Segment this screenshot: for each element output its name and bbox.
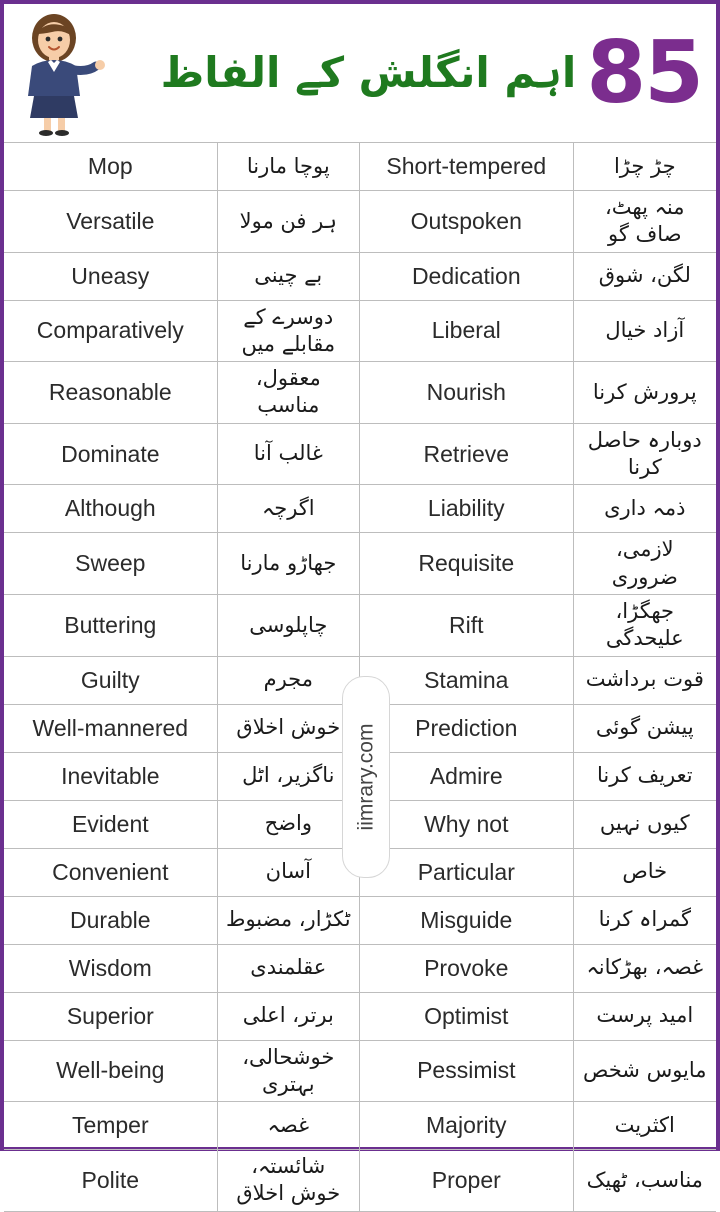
- urdu-meaning-right: گمراہ کرنا: [598, 907, 691, 932]
- english-word-left: Superior: [4, 993, 218, 1040]
- english-word-left: Reasonable: [4, 362, 218, 423]
- urdu-meaning-right: پیشن گوئی: [595, 715, 694, 740]
- title-block: [160, 23, 702, 123]
- table-row: [4, 1041, 716, 1103]
- english-word-left: Wisdom: [4, 945, 218, 992]
- watermark-text: iimrary.com: [354, 723, 378, 831]
- urdu-meaning-left: غالب آنا: [218, 424, 360, 485]
- table-row: [4, 424, 716, 486]
- table-row: [4, 191, 716, 253]
- english-word-right: Proper: [360, 1150, 574, 1211]
- english-word-right: Retrieve: [360, 424, 574, 485]
- english-word-left: Evident: [4, 801, 218, 848]
- urdu-meaning-left: واضح: [218, 801, 360, 848]
- urdu-meaning-left: غصہ: [218, 1102, 360, 1149]
- urdu-meaning-left: اگرچہ: [218, 485, 360, 532]
- english-word-right: Dedication: [360, 253, 574, 300]
- urdu-meaning-left: عقلمندی: [218, 945, 360, 992]
- english-word-right: Outspoken: [360, 191, 574, 252]
- urdu-meaning-right: لگن، شوق: [598, 263, 691, 288]
- english-word-left: Convenient: [4, 849, 218, 896]
- english-word-right: Misguide: [360, 897, 574, 944]
- english-word-left: Uneasy: [4, 253, 218, 300]
- english-word-right: Pessimist: [360, 1041, 574, 1102]
- urdu-meaning-right: جھگڑا، علیحدگی: [605, 598, 684, 651]
- urdu-meaning-left: خوش اخلاق: [218, 705, 360, 752]
- english-word-left: Although: [4, 485, 218, 532]
- urdu-meaning-right: پرورش کرنا: [592, 379, 697, 404]
- teacher-illustration-icon: [12, 8, 116, 136]
- urdu-meaning-left: جھاڑو مارنا: [218, 533, 360, 594]
- table-row: [4, 993, 716, 1041]
- urdu-meaning-left: ہر فن مولا: [218, 191, 360, 252]
- urdu-meaning-right: قوت برداشت: [585, 667, 704, 692]
- english-word-right: Rift: [360, 595, 574, 656]
- table-row: [4, 301, 716, 363]
- urdu-meaning-right: اکثریت: [614, 1113, 675, 1137]
- english-word-right: Nourish: [360, 362, 574, 423]
- table-row: [4, 533, 716, 595]
- urdu-meaning-left: آسان: [218, 849, 360, 896]
- urdu-meaning-right: ذمہ داری: [604, 496, 686, 521]
- table-row: [4, 897, 716, 945]
- english-word-right: Prediction: [360, 705, 574, 752]
- english-word-left: Mop: [4, 143, 218, 190]
- urdu-meaning-left: دوسرے کے مقابلے میں: [218, 301, 360, 362]
- english-word-right: Requisite: [360, 533, 574, 594]
- english-word-right: Majority: [360, 1102, 574, 1149]
- english-word-right: Why not: [360, 801, 574, 848]
- table-row: [4, 595, 716, 657]
- urdu-meaning-right: خاص: [622, 859, 668, 884]
- urdu-meaning-right: مناسب، ٹھیک: [586, 1167, 703, 1192]
- urdu-meaning-right: کیوں نہیں: [599, 811, 690, 836]
- table-row: [4, 362, 716, 424]
- english-word-left: Polite: [4, 1150, 218, 1211]
- urdu-meaning-left: خوشحالی، بہتری: [218, 1041, 360, 1102]
- english-word-left: Buttering: [4, 595, 218, 656]
- urdu-meaning-left: ٹکڑار، مضبوط: [218, 897, 360, 944]
- english-word-right: Optimist: [360, 993, 574, 1040]
- urdu-meaning-right: امید پرست: [596, 1003, 694, 1028]
- page-title-urdu: اہم انگلش کے الفاظ: [160, 47, 577, 97]
- table-row: [4, 485, 716, 533]
- english-word-right: Particular: [360, 849, 574, 896]
- table-row: [4, 1102, 716, 1150]
- english-word-left: Guilty: [4, 657, 218, 704]
- english-word-right: Short-tempered: [360, 143, 574, 190]
- urdu-meaning-right: مایوس شخص: [583, 1058, 707, 1083]
- english-word-right: Liability: [360, 485, 574, 532]
- table-row: [4, 1150, 716, 1212]
- urdu-meaning-right: آزاد خیال: [605, 318, 685, 343]
- urdu-meaning-left: شائستہ، خوش اخلاق: [218, 1150, 360, 1211]
- english-word-left: Comparatively: [4, 301, 218, 362]
- urdu-meaning-left: برتر، اعلی: [218, 993, 360, 1040]
- urdu-meaning-left: پوچا مارنا: [218, 143, 360, 190]
- english-word-left: Well-being: [4, 1041, 218, 1102]
- english-word-left: Dominate: [4, 424, 218, 485]
- english-word-right: Admire: [360, 753, 574, 800]
- english-word-left: Versatile: [4, 191, 218, 252]
- urdu-meaning-right: تعریف کرنا: [596, 763, 693, 788]
- english-word-right: Liberal: [360, 301, 574, 362]
- english-word-right: Provoke: [360, 945, 574, 992]
- english-word-left: Sweep: [4, 533, 218, 594]
- table-row: [4, 253, 716, 301]
- page-header: [4, 4, 716, 142]
- english-word-right: Stamina: [360, 657, 574, 704]
- english-word-left: Well-mannered: [4, 705, 218, 752]
- urdu-meaning-left: چاپلوسی: [218, 595, 360, 656]
- english-word-left: Temper: [4, 1102, 218, 1149]
- urdu-meaning-left: ناگزیر، اٹل: [218, 753, 360, 800]
- table-row: [4, 143, 716, 191]
- english-word-left: Inevitable: [4, 753, 218, 800]
- urdu-meaning-right: لازمی، ضروری: [611, 537, 678, 589]
- table-row: [4, 945, 716, 993]
- urdu-meaning-left: بے چینی: [218, 253, 360, 300]
- urdu-meaning-right: چڑ چڑا: [613, 153, 676, 178]
- urdu-meaning-left: معقول، مناسب: [218, 362, 360, 423]
- urdu-meaning-right: غصہ، بھڑکانہ: [586, 955, 704, 980]
- english-word-left: Durable: [4, 897, 218, 944]
- urdu-meaning-right: منہ پھٹ، صاف گو: [605, 195, 685, 247]
- urdu-meaning-right: دوبارہ حاصل کرنا: [587, 427, 702, 480]
- page-title-number: 85: [586, 23, 702, 123]
- urdu-meaning-left: مجرم: [218, 657, 360, 704]
- watermark: [342, 676, 390, 878]
